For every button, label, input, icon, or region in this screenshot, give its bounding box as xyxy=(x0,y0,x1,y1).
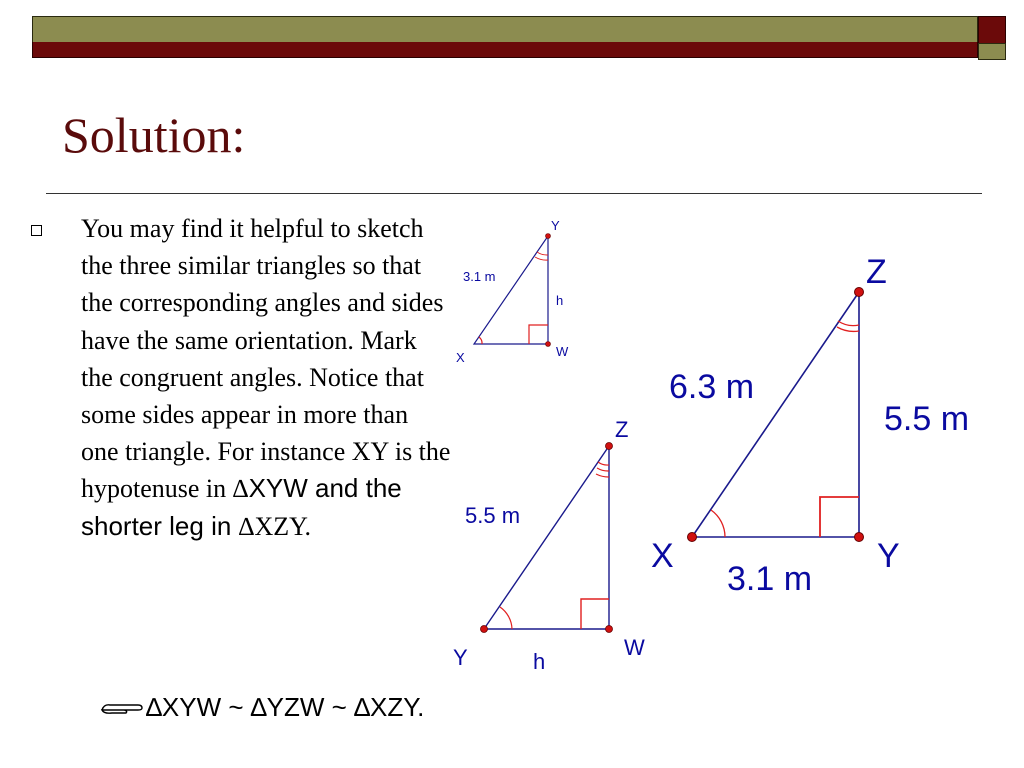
small-vertex-y: Y xyxy=(551,218,560,233)
large-vertex-y: Y xyxy=(877,537,900,575)
large-vertex-x: X xyxy=(651,537,674,575)
small-leg-label: h xyxy=(556,293,564,308)
large-base-label: 3.1 m xyxy=(727,560,813,598)
paragraph-sans-text-1: XYW and the shorter leg in xyxy=(81,473,402,541)
small-triangle xyxy=(456,218,569,365)
medium-vertex-y: Y xyxy=(453,645,468,670)
large-vertex-z: Z xyxy=(866,253,887,291)
small-vertex-x: X xyxy=(456,350,465,365)
paragraph-serif-text: You may find it helpful to sketch the three similar triangles so that the corresponding angles and sides have the same orientation. Mark the congruent angles. Notice that some sides appear in more than one triangle. For instance XY is the hypotenuse in ∆ xyxy=(81,214,451,504)
medium-vertex-w: W xyxy=(624,635,645,660)
medium-hypotenuse-label: 5.5 m xyxy=(465,503,521,528)
medium-base-label: h xyxy=(533,649,546,674)
small-vertex-w: W xyxy=(556,344,569,359)
medium-triangle xyxy=(453,417,645,674)
paragraph-sans-text-2: ∆XZY. xyxy=(238,511,312,541)
similarity-text: ∆XYW ~ ∆YZW ~ ∆XZY. xyxy=(146,692,425,722)
medium-vertex-z: Z xyxy=(615,417,629,442)
large-triangle xyxy=(651,253,969,598)
large-hypotenuse-label: 6.3 m xyxy=(669,368,755,406)
slide-title: Solution: xyxy=(62,107,246,163)
large-leg-label: 5.5 m xyxy=(884,400,970,438)
small-hypotenuse-label: 3.1 m xyxy=(463,269,496,284)
